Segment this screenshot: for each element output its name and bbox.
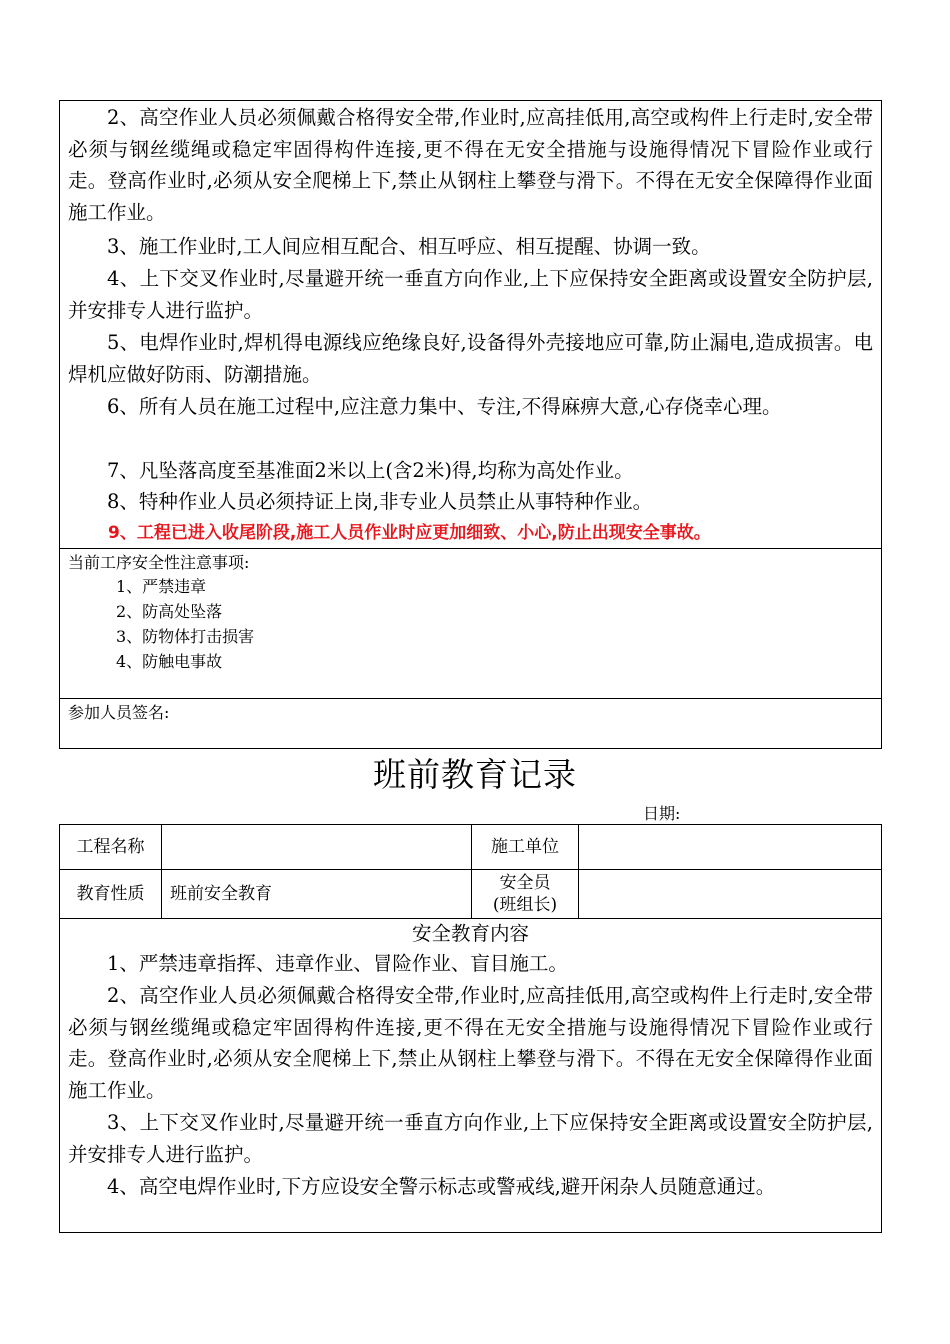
- record-item-1: 1、严禁违章指挥、违章作业、冒险作业、盲目施工。: [107, 952, 568, 975]
- nature-value[interactable]: 班前安全教育: [170, 884, 272, 904]
- record-item-4: 4、高空电焊作业时,下方应设安全警示标志或警戒线,避开闲杂人员随意通过。: [107, 1175, 776, 1198]
- top-item-5: 5、电焊作业时,焊机得电源线应绝缘良好,设备得外壳接地应可靠,防止漏电,造成损害。电焊机应做好防雨、防潮措施。: [68, 331, 873, 386]
- safety-officer-value[interactable]: [579, 870, 881, 918]
- project-name-label: 工程名称: [76, 837, 145, 857]
- note-item: 3、防物体打击损害: [116, 627, 255, 646]
- unit-value[interactable]: [579, 825, 881, 869]
- notes-heading: 当前工序安全性注意事项:: [68, 553, 250, 572]
- record-title: 班前教育记录: [373, 755, 577, 794]
- safety-officer-label: [472, 870, 578, 918]
- top-table-divider-1: [59, 548, 882, 549]
- note-item: 1、严禁违章: [116, 577, 207, 596]
- safety-officer-label-line-2: (班组长): [492, 895, 558, 915]
- date-label: 日期:: [643, 804, 681, 823]
- note-item: 2、防高处坠落: [116, 602, 223, 621]
- unit-label: 施工单位: [491, 837, 559, 857]
- nature-label: 教育性质: [76, 884, 145, 904]
- top-item-7: 7、凡坠落高度至基准面2米以上(含2米)得,均称为高处作业。: [107, 459, 634, 482]
- note-item: 4、防触电事故: [116, 652, 223, 671]
- signature-label: 参加人员签名:: [68, 703, 170, 722]
- top-item-8: 8、特种作业人员必须持证上岗,非专业人员禁止从事特种作业。: [107, 490, 653, 513]
- record-item-3: 3、上下交叉作业时,尽量避开统一垂直方向作业,上下应保持安全距离或设置安全防护层,并安排专人进行监护。: [68, 1111, 873, 1166]
- content-heading: 安全教育内容: [411, 922, 529, 945]
- top-item-2: 2、高空作业人员必须佩戴合格得安全带,作业时,应高挂低用,高空或构件上行走时,安全带必须与钢丝缆绳或稳定牢固得构件连接,更不得在无安全措施与设施得情况下冒险作业或行走。登高作业时,必须从安全爬梯上下,禁止从钢柱上攀登与滑下。不得在无安全保障得作业面施工作业。: [68, 106, 873, 224]
- record-item-2: 2、高空作业人员必须佩戴合格得安全带,作业时,应高挂低用,高空或构件上行走时,安全带必须与钢丝缆绳或稳定牢固得构件连接,更不得在无安全措施与设施得情况下冒险作业或行走。登高作业时,必须从安全爬梯上下,禁止从钢柱上攀登与滑下。不得在无安全保障得作业面施工作业。: [68, 984, 873, 1102]
- top-item-9-warning: 9、工程已进入收尾阶段,施工人员作业时应更加细致、小心,防止出现安全事故。: [108, 523, 711, 543]
- safety-officer-label-line-1: 安全员: [499, 873, 551, 893]
- top-item-3: 3、施工作业时,工人间应相互配合、相互呼应、相互提醒、协调一致。: [107, 235, 711, 258]
- top-table-divider-2: [59, 698, 882, 699]
- project-name-value[interactable]: [162, 825, 471, 869]
- top-item-4: 4、上下交叉作业时,尽量避开统一垂直方向作业,上下应保持安全距离或设置安全防护层,并安排专人进行监护。: [68, 267, 873, 322]
- top-item-6: 6、所有人员在施工过程中,应注意力集中、专注,不得麻痹大意,心存侥幸心理。: [107, 395, 782, 418]
